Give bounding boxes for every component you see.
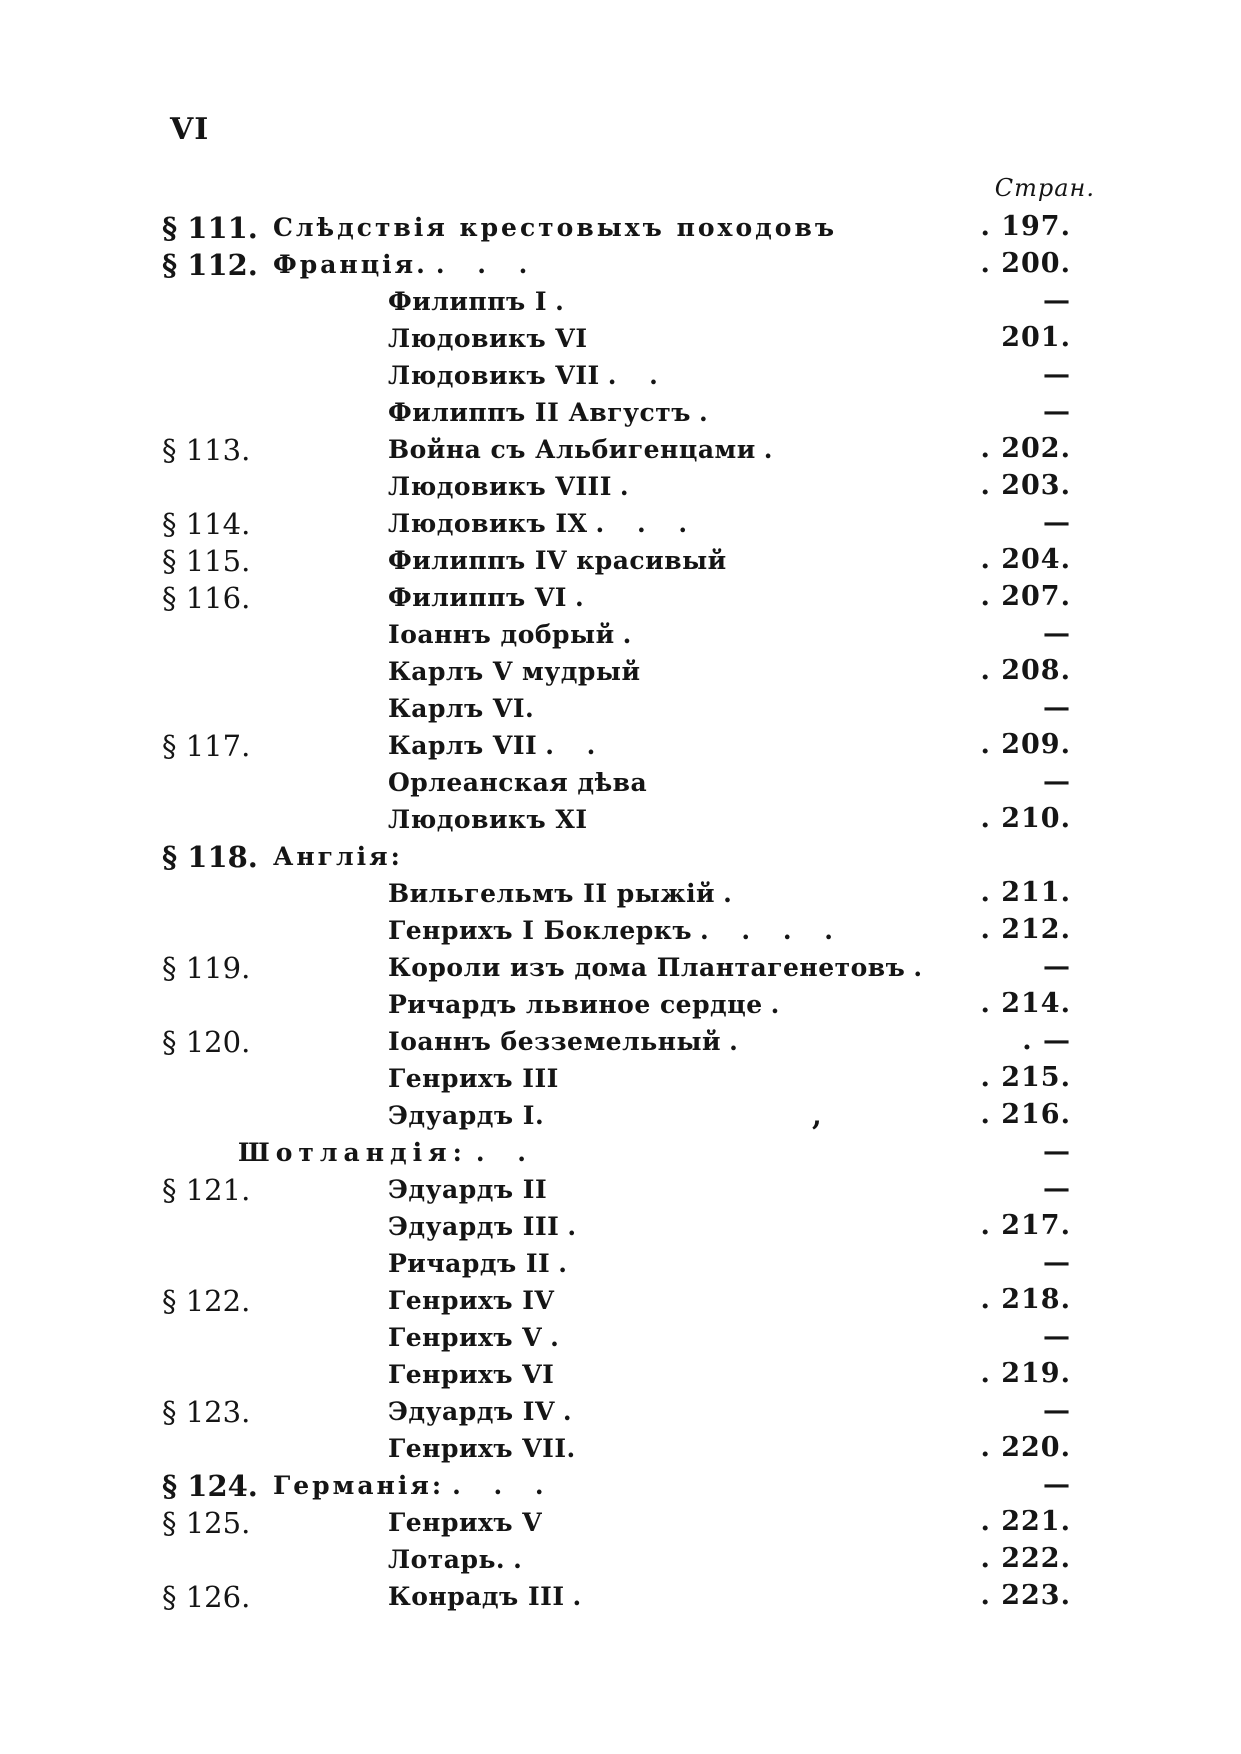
toc-row <box>0 1099 1241 1137</box>
page-reference: . 216. <box>980 1099 1071 1130</box>
toc-row <box>0 322 1241 360</box>
page-reference: — <box>1043 1247 1071 1278</box>
section-number: § 116. <box>162 581 251 615</box>
page-reference: . 223. <box>980 1580 1071 1611</box>
page-reference: . 220. <box>980 1432 1071 1463</box>
entry-title: Людовикъ IX . . . <box>388 509 700 538</box>
entry-title: Генрихъ VII. <box>388 1434 576 1463</box>
toc-row <box>0 840 1241 878</box>
entry-title: Война съ Альбигенцами . <box>388 435 785 464</box>
section-number: § 114. <box>162 507 251 541</box>
page-reference: . 211. <box>980 877 1071 908</box>
section-number: § 123. <box>162 1395 251 1429</box>
entry-title: Ричардъ II . <box>388 1249 579 1278</box>
page-reference: — <box>1043 1321 1071 1352</box>
toc-row <box>0 988 1241 1026</box>
toc-row <box>0 1506 1241 1544</box>
page-reference: . 204. <box>980 544 1071 575</box>
page-reference: . 215. <box>980 1062 1071 1093</box>
entry-title: Эдуардъ III . <box>388 1212 589 1241</box>
toc-row <box>0 470 1241 508</box>
toc-row <box>0 433 1241 471</box>
toc-row <box>0 877 1241 915</box>
toc-row <box>0 803 1241 841</box>
toc-row <box>0 581 1241 619</box>
entry-title: Филиппъ II Августъ . <box>388 398 720 427</box>
toc-row <box>0 766 1241 804</box>
entry-title: Людовикъ XI <box>388 805 588 834</box>
page-reference: . 218. <box>980 1284 1071 1315</box>
page-reference: . 202. <box>980 433 1071 464</box>
entry-title: Слѣдствія крестовыхъ походовъ <box>273 213 838 242</box>
page-reference: . 197. <box>980 211 1071 242</box>
toc-row <box>0 655 1241 693</box>
entry-title: Филиппъ I . <box>388 287 576 316</box>
entry-title: Карлъ VII . . <box>388 731 608 760</box>
page-column-header: Стран. <box>994 174 1095 202</box>
entry-title: Генрихъ VI <box>388 1360 555 1389</box>
toc-row <box>0 1173 1241 1211</box>
entry-title: Шотландія: . . <box>238 1138 538 1167</box>
section-number: § 112. <box>162 248 258 282</box>
entry-title: Людовикъ VIII . <box>388 472 641 501</box>
entry-title: Генрихъ I Боклеркъ . . . . <box>388 916 845 945</box>
entry-title: Генрихъ IV <box>388 1286 555 1315</box>
page-reference: — <box>1043 507 1071 538</box>
page-reference: — <box>1043 766 1071 797</box>
toc-row <box>0 692 1241 730</box>
entry-title: Людовикъ VI <box>388 324 588 353</box>
section-number: § 124. <box>162 1469 258 1503</box>
page-reference: . — <box>1022 1025 1071 1056</box>
entry-title: Эдуардъ IV . <box>388 1397 584 1426</box>
section-number: § 119. <box>162 951 251 985</box>
toc-row <box>0 396 1241 434</box>
section-number: § 121. <box>162 1173 251 1207</box>
page-reference: — <box>1043 359 1071 390</box>
stray-mark: , <box>812 1099 822 1132</box>
toc-row <box>0 1543 1241 1581</box>
section-number: § 126. <box>162 1580 251 1614</box>
toc-row <box>0 359 1241 397</box>
entry-title: Ричардъ львиное сердце . <box>388 990 792 1019</box>
entry-title: Эдуардъ I. <box>388 1101 545 1130</box>
toc-row <box>0 914 1241 952</box>
entry-title: Англія: <box>273 842 403 871</box>
entry-title: Карлъ VI. <box>388 694 535 723</box>
toc-row <box>0 1136 1241 1174</box>
page-reference: . 200. <box>980 248 1071 279</box>
page-reference: . 214. <box>980 988 1071 1019</box>
entry-title: Филиппъ VI . <box>388 583 596 612</box>
section-number: § 125. <box>162 1506 251 1540</box>
page-reference: — <box>1043 285 1071 316</box>
page-reference: — <box>1043 1136 1071 1167</box>
page-number: VI <box>170 112 210 147</box>
section-number: § 120. <box>162 1025 251 1059</box>
section-number: § 115. <box>162 544 251 578</box>
entry-title: Орлеанская дѣва <box>388 768 648 797</box>
entry-title: Карлъ V мудрый <box>388 657 641 686</box>
page-reference: . 212. <box>980 914 1071 945</box>
entry-title: Генрихъ III <box>388 1064 559 1093</box>
page-reference: . 207. <box>980 581 1071 612</box>
toc-row <box>0 1062 1241 1100</box>
section-number: § 122. <box>162 1284 251 1318</box>
section-number: § 113. <box>162 433 251 467</box>
toc-row <box>0 1284 1241 1322</box>
toc-row <box>0 1210 1241 1248</box>
toc-row <box>0 729 1241 767</box>
toc-row <box>0 285 1241 323</box>
page-reference: — <box>1043 396 1071 427</box>
page-reference: — <box>1043 618 1071 649</box>
section-number: § 111. <box>162 211 258 245</box>
entry-title: Эдуардъ II <box>388 1175 548 1204</box>
section-number: § 118. <box>162 840 258 874</box>
entry-title: Іоаннъ добрый . <box>388 620 644 649</box>
toc-row <box>0 544 1241 582</box>
page-reference: . 209. <box>980 729 1071 760</box>
page-reference: . 222. <box>980 1543 1071 1574</box>
toc-row <box>0 1247 1241 1285</box>
page-reference: — <box>1043 1395 1071 1426</box>
toc-row <box>0 1395 1241 1433</box>
page-reference: . 210. <box>980 803 1071 834</box>
page-reference: . 208. <box>980 655 1071 686</box>
toc-row <box>0 1432 1241 1470</box>
toc-row <box>0 1469 1241 1507</box>
page-reference: . 217. <box>980 1210 1071 1241</box>
section-number: § 117. <box>162 729 251 763</box>
page-reference: — <box>1043 951 1071 982</box>
entry-title: Филиппъ IV красивый <box>388 546 727 575</box>
toc-row <box>0 1580 1241 1618</box>
toc-row <box>0 1358 1241 1396</box>
entry-title: Германія: . . . <box>273 1471 556 1500</box>
toc-row <box>0 1025 1241 1063</box>
toc-row <box>0 618 1241 656</box>
entry-title: Вильгельмъ II рыжій . <box>388 879 744 908</box>
page-reference: — <box>1043 692 1071 723</box>
page-reference: — <box>1043 1173 1071 1204</box>
toc-row <box>0 211 1241 249</box>
page-reference: — <box>1043 1469 1071 1500</box>
entry-title: Короли изъ дома Плантагенетовъ . <box>388 953 935 982</box>
toc-row <box>0 951 1241 989</box>
toc-row <box>0 248 1241 286</box>
toc-row <box>0 1321 1241 1359</box>
entry-title: Генрихъ V <box>388 1508 543 1537</box>
page-reference: . 203. <box>980 470 1071 501</box>
entry-title: Конрадъ III . <box>388 1582 594 1611</box>
page-reference: . 221. <box>980 1506 1071 1537</box>
page-reference: 201. <box>1001 322 1071 353</box>
entry-title: Лотарь. . <box>388 1545 534 1574</box>
entry-title: Генрихъ V . <box>388 1323 571 1352</box>
entry-title: Іоаннъ безземельный . <box>388 1027 750 1056</box>
toc-row <box>0 507 1241 545</box>
page-reference: . 219. <box>980 1358 1071 1389</box>
entry-title: Людовикъ VII . . <box>388 361 670 390</box>
entry-title: Франція. . . . <box>273 250 540 279</box>
